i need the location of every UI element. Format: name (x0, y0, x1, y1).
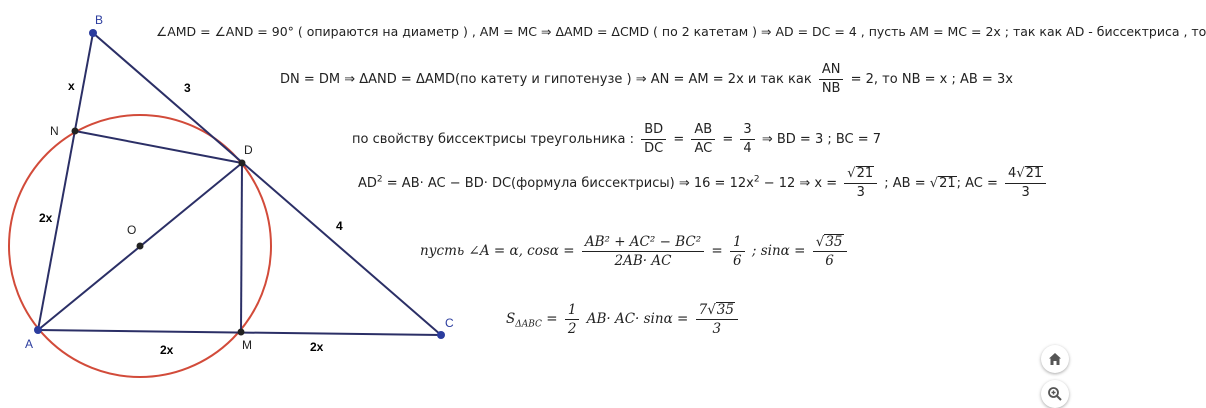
frac-denominator: 3 (856, 185, 865, 200)
side-ab (38, 33, 93, 330)
point-b (89, 29, 97, 37)
home-icon (1047, 351, 1063, 367)
equals-sign: = (673, 132, 685, 147)
label-segment-an: 2x (39, 211, 53, 225)
label-o: O (127, 223, 137, 237)
frac-denominator: 3 (712, 321, 722, 337)
line2-text-b: = 2, то NB = x ; AB = 3x (850, 72, 1013, 87)
radicand: 21 (939, 176, 956, 191)
solution-line-2 (280, 62, 1013, 97)
home-button[interactable] (1041, 345, 1069, 373)
point-d (239, 160, 246, 167)
line6-text-b: AB· AC· sinα = (586, 311, 689, 327)
solution-line-5 (420, 234, 850, 269)
equals-sign: = (711, 243, 723, 259)
label-segment-bn: x (68, 79, 75, 93)
frac-denominator: 6 (825, 253, 834, 269)
ratio-3-4 (740, 122, 754, 157)
coefficient: 7 (698, 302, 708, 318)
ab-value: √21 (929, 176, 956, 191)
frac-numerator: 1 (730, 234, 745, 252)
line5-text-a: пусть ∠A = α, cosα = (420, 243, 575, 259)
line5-text-b: ; sinα = (751, 243, 806, 259)
frac-denominator: 6 (733, 253, 742, 269)
line3-text-b: ⇒ BD = 3 ; BC = 7 (761, 132, 882, 147)
line4-text-b: = AB· AC − BD· DC(формула биссектрисы) ⇒ 16 = 12x (382, 176, 754, 191)
ratio-ab-ac (691, 122, 715, 157)
point-m (238, 329, 245, 336)
frac-denominator: 3 (1021, 185, 1030, 200)
solution-line-6 (506, 302, 741, 337)
line3-text-a: по свойству биссектрисы треугольника : (352, 132, 634, 147)
label-segment-bd: 3 (184, 81, 191, 95)
equals-sign: = (546, 311, 558, 327)
label-b: B (95, 13, 104, 27)
frac-numerator: AN (819, 62, 844, 80)
point-n (72, 128, 79, 135)
radicand: 21 (856, 166, 874, 181)
area-symbol: S (506, 311, 516, 327)
sin-value-fraction (813, 234, 847, 269)
label-c: C (445, 316, 454, 330)
label-segment-mc: 2x (310, 340, 324, 354)
frac-denominator: DC (644, 141, 664, 156)
superscript: 2 (376, 174, 383, 185)
frac-denominator: 2AB· AC (614, 253, 672, 269)
radicand: 21 (1025, 166, 1043, 181)
line2-text-a: DN = DM ⇒ ΔAND = ΔAMD(по катету и гипотенузе ) ⇒ AN = AM = 2x и так как (280, 72, 812, 87)
superscript: 2 (753, 174, 760, 185)
line4-text-d: ; AB = (884, 176, 926, 191)
subscript: ΔABC (515, 319, 542, 330)
frac-numerator: AB (691, 122, 715, 140)
cos-value-fraction (730, 234, 745, 269)
solution-line-4 (358, 166, 1049, 201)
half-fraction (565, 302, 580, 337)
label-a: A (25, 337, 34, 351)
frac-numerator: AB² + AC² − BC² (582, 234, 704, 252)
solution-line-1: ∠AMD = ∠AND = 90° ( опираются на диаметр ) , AM = MC ⇒ ΔAMD = ΔCMD ( по 2 катетам ) ⇒ AD = DC = 4 , пусть AM = MC = 2x ; так как AD - биссектриса , то (156, 24, 1206, 39)
ratio-an-nb (819, 62, 844, 97)
zoom-in-button[interactable] (1041, 380, 1069, 408)
label-d: D (244, 143, 253, 157)
x-value-fraction (844, 166, 877, 201)
frac-numerator: 3 (740, 122, 754, 140)
segment-dn (75, 131, 242, 163)
radicand: 35 (825, 234, 843, 250)
frac-denominator: 4 (743, 141, 752, 156)
frac-numerator: √35 (813, 234, 847, 252)
point-c (437, 331, 445, 339)
frac-numerator: 7√35 (696, 302, 738, 320)
frac-denominator: 2 (567, 321, 577, 337)
segment-dm (241, 163, 242, 332)
label-n: N (50, 124, 59, 138)
line4-text-a: AD (358, 176, 377, 191)
frac-numerator: 4√21 (1005, 166, 1046, 184)
point-o (137, 243, 144, 250)
coefficient: 4 (1008, 166, 1017, 181)
label-segment-dc: 4 (336, 219, 343, 233)
radicand: 35 (716, 302, 734, 318)
solution-line-3 (352, 122, 881, 157)
point-a (34, 326, 42, 334)
line4-text-c: − 12 ⇒ x = (759, 176, 838, 191)
label-m: M (242, 338, 252, 352)
frac-numerator: BD (641, 122, 666, 140)
label-segment-am: 2x (160, 343, 174, 357)
area-value-fraction (696, 302, 738, 337)
equals-sign: = (722, 132, 734, 147)
cos-formula-fraction (582, 234, 704, 269)
frac-numerator: √21 (844, 166, 877, 184)
frac-numerator: 1 (565, 302, 580, 320)
frac-denominator: NB (821, 81, 841, 96)
zoom-in-icon (1047, 386, 1063, 402)
ratio-bd-dc (641, 122, 666, 157)
line4-text-e: ; AC = (956, 176, 998, 191)
frac-denominator: AC (694, 141, 713, 156)
ac-value-fraction (1005, 166, 1046, 201)
